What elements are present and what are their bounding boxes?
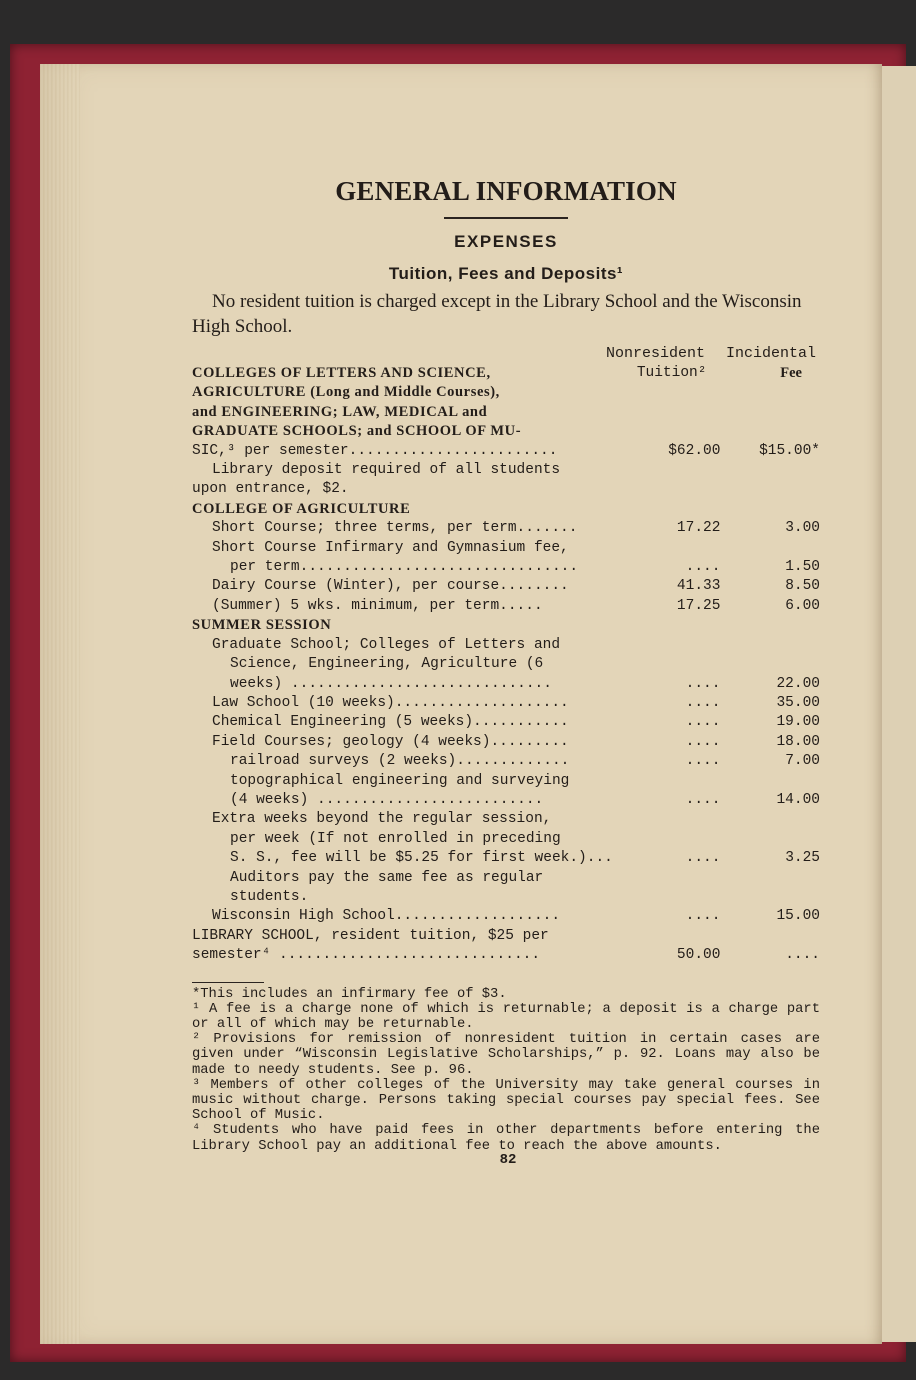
row-description: LIBRARY SCHOOL, resident tuition, $25 per: [192, 927, 549, 944]
tuition-cell: [617, 888, 720, 907]
fee-cell: [720, 539, 820, 558]
row-description: SUMMER SESSION: [192, 617, 332, 634]
page-edges: [40, 64, 80, 1344]
table-row: [192, 830, 820, 849]
tuition-cell: 17.25: [676, 597, 721, 614]
table-row: [192, 655, 820, 674]
row-description: and ENGINEERING; LAW, MEDICAL and: [192, 403, 488, 420]
fee-cell: [720, 500, 820, 519]
fee-cell: 14.00: [776, 791, 820, 808]
table-row: [192, 480, 820, 499]
tuition-cell: [617, 830, 720, 849]
row-description: (Summer) 5 wks. minimum, per term.....: [212, 597, 543, 614]
fee-cell: [720, 403, 820, 422]
row-description: Library deposit required of all students: [212, 462, 561, 479]
tuition-cell: [617, 636, 720, 655]
table-row: [192, 597, 820, 616]
fee-cell: 3.00: [785, 520, 820, 537]
fee-cell: 18.00: [776, 733, 820, 750]
fee-cell: [720, 480, 820, 499]
fee-cell: [720, 772, 820, 791]
fee-cell: 19.00: [776, 714, 820, 731]
row-description: COLLEGE OF AGRICULTURE: [192, 500, 411, 517]
table-row: [192, 539, 820, 558]
row-description: Science, Engineering, Agriculture (6: [230, 656, 544, 673]
table-row: [192, 869, 820, 888]
footnote: *This includes an infirmary fee of $3.: [192, 986, 507, 1002]
tuition-cell: [617, 500, 720, 519]
tuition-cell: ....: [685, 694, 721, 711]
tuition-cell: [617, 539, 720, 558]
fee-cell: [720, 461, 820, 480]
row-description: per term................................: [230, 559, 579, 576]
subsection-heading: Tuition, Fees and Deposits¹: [388, 264, 624, 283]
tuition-cell: 17.22: [676, 520, 721, 537]
table-row: [192, 383, 820, 402]
table-row: [192, 616, 820, 635]
table-row: [192, 636, 820, 655]
tuition-cell: [617, 810, 720, 829]
row-description: Extra weeks beyond the regular session,: [212, 811, 552, 828]
footnotes: [192, 987, 820, 1154]
table-row: [192, 907, 820, 926]
row-description: railroad surveys (2 weeks).............: [230, 753, 570, 770]
page-number: 82: [499, 1151, 517, 1168]
row-description: (4 weeks) ..........................: [230, 791, 544, 808]
row-description: upon entrance, $2.: [192, 481, 349, 498]
fee-cell: 8.50: [785, 578, 820, 595]
row-description: GRADUATE SCHOOLS; and SCHOOL OF MU-: [192, 423, 522, 440]
fee-cell: [720, 383, 820, 402]
fee-cell: 22.00: [776, 675, 820, 692]
fee-cell: ....: [785, 947, 820, 964]
table-row: [192, 849, 820, 868]
tuition-cell: ....: [685, 753, 721, 770]
row-description: Dairy Course (Winter), per course........: [212, 578, 569, 595]
table-row: [192, 946, 820, 965]
row-description: Short Course; three terms, per term.......: [212, 520, 578, 537]
table-row: [192, 675, 820, 694]
tuition-cell: [617, 927, 720, 946]
row-description: COLLEGES OF LETTERS AND SCIENCE,: [192, 365, 491, 381]
fee-cell: [720, 616, 820, 635]
table-row: [192, 927, 820, 946]
tuition-cell: 41.33: [676, 578, 721, 595]
row-description: Short Course Infirmary and Gymnasium fee,: [212, 539, 569, 556]
row-description: per week (If not enrolled in preceding: [230, 830, 561, 847]
footnote: ³ Members of other colleges of the University may take general courses in music without charge. Persons taking special courses pay special fees. See School of Music.: [192, 1077, 820, 1124]
tuition-cell: [617, 461, 720, 480]
tuition-column-header: Nonresident: [606, 345, 706, 362]
footnote-rule: [192, 982, 264, 983]
column-header-row-1: [192, 345, 820, 364]
row-description: weeks) ..............................: [230, 675, 552, 692]
table-row: [192, 500, 820, 519]
book-page: [40, 64, 882, 1344]
fee-cell: [720, 655, 820, 674]
table-row: [192, 713, 820, 732]
row-description: students.: [230, 888, 309, 905]
tuition-cell: 50.00: [676, 947, 721, 964]
adjacent-page-edge: [882, 66, 916, 1342]
table-row: [192, 733, 820, 752]
tuition-cell: ....: [685, 908, 721, 925]
fee-column-subheader: Fee: [780, 365, 802, 381]
table-row: [192, 888, 820, 907]
fee-cell: [720, 422, 820, 441]
fee-cell: [720, 888, 820, 907]
fee-cell: 1.50: [785, 559, 820, 576]
row-description: Graduate School; Colleges of Letters and: [212, 636, 561, 653]
table-row: [192, 403, 820, 422]
tuition-cell: [617, 772, 720, 791]
fee-column-header: Incidental: [726, 345, 817, 362]
table-row: [192, 558, 820, 577]
table-row: [192, 442, 820, 461]
fee-cell: 3.25: [785, 850, 820, 867]
table-row: [192, 461, 820, 480]
tuition-column-subheader: Tuition²: [636, 365, 707, 381]
fee-cell: $15.00*: [759, 442, 820, 459]
table-row: [192, 810, 820, 829]
table-row: [192, 791, 820, 810]
tuition-cell: [617, 616, 720, 635]
page-content: [192, 174, 820, 1168]
tuition-cell: [617, 383, 720, 402]
section-heading: EXPENSES: [454, 232, 558, 251]
tuition-cell: ....: [685, 675, 721, 692]
row-description: Field Courses; geology (4 weeks).........: [212, 733, 569, 750]
row-description: AGRICULTURE (Long and Middle Courses),: [192, 384, 500, 401]
tuition-cell: [617, 655, 720, 674]
table-row: [192, 519, 820, 538]
fee-cell: [720, 636, 820, 655]
tuition-cell: [617, 403, 720, 422]
tuition-cell: [617, 480, 720, 499]
table-row: [192, 577, 820, 596]
page-title: GENERAL INFORMATION: [335, 176, 677, 206]
row-description: Chemical Engineering (5 weeks)...........: [212, 714, 569, 731]
fee-cell: 6.00: [785, 597, 820, 614]
tuition-cell: $62.00: [668, 442, 721, 459]
row-description: semester⁴ ..............................: [192, 947, 541, 964]
fee-cell: [720, 830, 820, 849]
table-row: [192, 772, 820, 791]
footnote: ⁴ Students who have paid fees in other departments before entering the Library School pay an additional fee to reach the above amounts.: [192, 1123, 820, 1154]
fee-cell: 15.00: [776, 908, 820, 925]
footnote: ¹ A fee is a charge none of which is returnable; a deposit is a charge part or all of which may be returnable.: [192, 1001, 820, 1032]
fees-table: [192, 364, 820, 966]
tuition-cell: ....: [685, 714, 721, 731]
tuition-cell: ....: [685, 791, 721, 808]
row-description: topographical engineering and surveying: [230, 772, 570, 789]
table-row: [192, 694, 820, 713]
row-description: SIC,³ per semester........................: [192, 442, 558, 459]
row-description: Law School (10 weeks)....................: [212, 694, 569, 711]
fee-cell: 7.00: [785, 753, 820, 770]
intro-paragraph: No resident tuition is charged except in the Library School and the Wisconsin High School.: [192, 291, 802, 337]
tuition-cell: ....: [685, 559, 721, 576]
table-row: [192, 422, 820, 441]
tuition-cell: [617, 869, 720, 888]
tuition-cell: ....: [685, 733, 721, 750]
row-description: S. S., fee will be $5.25 for first week.)...: [230, 850, 613, 867]
fee-cell: 35.00: [776, 694, 820, 711]
tuition-cell: ....: [685, 850, 721, 867]
fee-cell: [720, 927, 820, 946]
row-description: Wisconsin High School...................: [212, 908, 561, 925]
tuition-cell: [617, 422, 720, 441]
fee-cell: [720, 869, 820, 888]
fee-cell: [720, 810, 820, 829]
table-row: [192, 364, 820, 383]
footnote: ² Provisions for remission of nonresident tuition in certain cases are given under “Wisconsin Legislative Scholarships,” p. 92. Loans may also be made to needy students. See p. 96.: [192, 1032, 820, 1078]
row-description: Auditors pay the same fee as regular: [230, 869, 544, 886]
table-row: [192, 752, 820, 771]
title-rule: [444, 217, 568, 219]
